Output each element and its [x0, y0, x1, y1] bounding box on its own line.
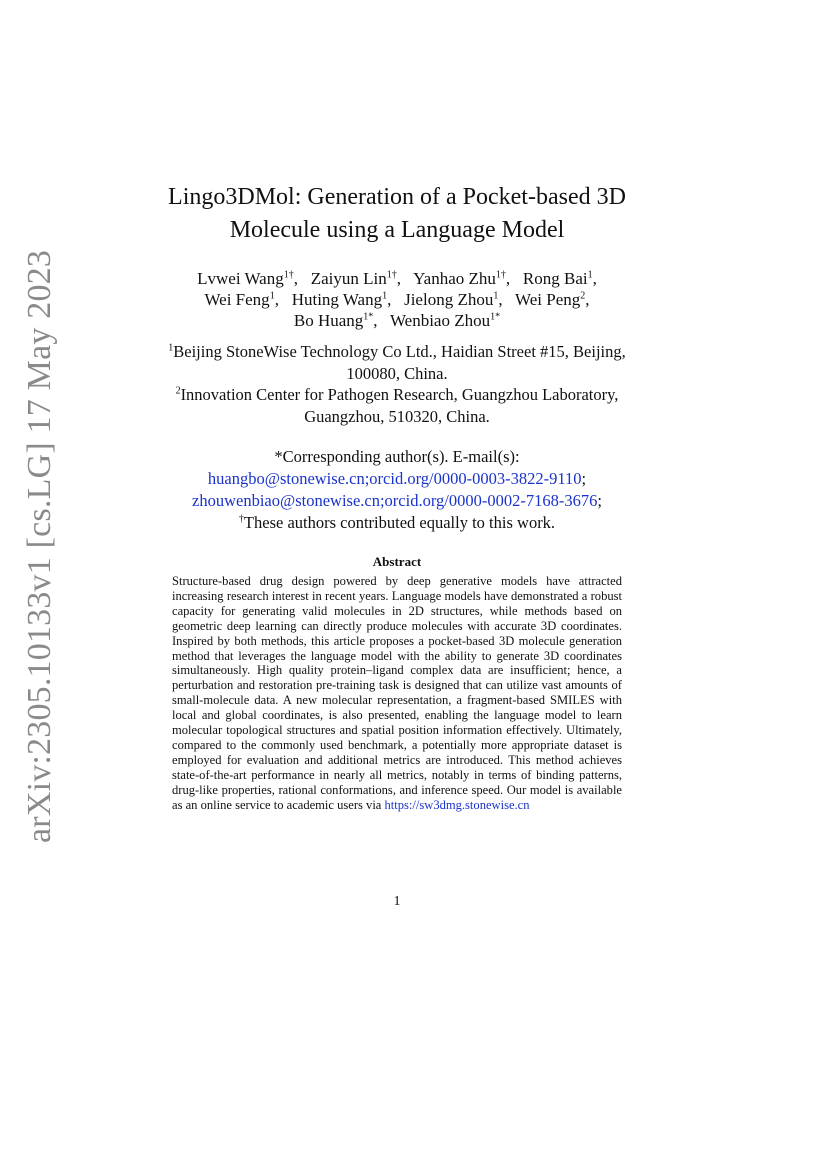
- equal-contribution-note: †These authors contributed equally to this work.: [238, 513, 556, 532]
- author: Bo Huang$^{1*}$: [293, 311, 374, 330]
- author: Huting Wang$^1$: [291, 290, 388, 309]
- service-url-link[interactable]: https://sw3dmg.stonewise.cn: [384, 797, 530, 812]
- author: Lvwei Wang$^{1\dagger}$: [197, 269, 294, 288]
- affiliation-1: $^1$Beijing StoneWise Technology Co Ltd., Haidian Street #15, Beijing, 100080, China.: [168, 342, 626, 383]
- correspondence-block: *Corresponding author(s). E-mail(s): huangbo@stonewise.cn;orcid.org/0000-0003-3822-9110; zhouwenbiao@stonewise.cn;orcid.org/0000-0002-7168-3676; †These authors contributed equally to this work.: [158, 446, 636, 534]
- author: Rong Bai$^1$: [522, 269, 593, 288]
- affiliation-list: [158, 341, 636, 427]
- affiliation-2: $^2$Innovation Center for Pathogen Research, Guangzhou Laboratory, Guangzhou, 510320, China.: [175, 385, 619, 426]
- author: Yanhao Zhu$^{1\dagger}$: [413, 269, 506, 288]
- email-orcid-link[interactable]: huangbo@stonewise.cn;orcid.org/0000-0003-3822-9110: [207, 469, 582, 488]
- arxiv-identifier-stamp: arXiv:2305.10133v1 [cs.LG] 17 May 2023: [21, 249, 58, 843]
- abstract-text: Structure-based drug design powered by deep generative models have attracted increasing research interest in recent years. Language models have demonstrated a robust capacity for generating valid molecules in 2D structures, while methods based on geometric deep learning can directly produce molecules with accurate 3D coordinates. Inspired by both methods, this article proposes a pocket-based 3D molecule generation method that leverages the language model with the ability to generate 3D coordinates simultaneously. High quality protein–ligand complex data are insufficient; hence, a perturbation and restoration pre-training task is designed that can utilize vast amounts of small-molecule data. A new molecular representation, a fragment-based SMILES with local and global coordinates, is also presented, enabling the language model to learn molecular topological structures and spatial position information effectively. Ultimately, compared to the commonly used benchmark, a potentially more appropriate dataset is employed for evaluation and additional metrics are introduced. This method achieves state-of-the-art performance in nearly all metrics, notably in terms of binding patterns, drug-like properties, rational conformations, and inference speed. Our model is available as an online service to academic users via https://sw3dmg.stonewise.cn: [172, 574, 622, 812]
- title-line-2: Molecule using a Language Model: [229, 217, 565, 243]
- author: Wei Feng$^1$: [204, 290, 275, 309]
- author-list: Lvwei Wang$^{1\dagger}$, Zaiyun Lin$^{1\dagger}$, Yanhao Zhu$^{1\dagger}$, Rong Bai$^1$, Wei Feng$^1$, Huting Wang$^1$, Jielong Zhou$^1$, Wei Peng$^2$, Bo Huang$^{1*}$, Wenbiao Zhou$^{1*}$: [197, 269, 597, 330]
- correspondence-heading: *Corresponding author(s). E-mail(s):: [274, 447, 520, 466]
- abstract-heading: Abstract: [372, 554, 422, 569]
- author: Wei Peng$^2$: [515, 290, 586, 309]
- title-line-1: Lingo3DMol: Generation of a Pocket-based 3D: [168, 184, 626, 210]
- author: Wenbiao Zhou$^{1*}$: [389, 311, 501, 330]
- paper-title: [150, 181, 644, 247]
- email-orcid-link[interactable]: zhouwenbiao@stonewise.cn;orcid.org/0000-0002-7168-3676: [192, 491, 598, 510]
- author: Jielong Zhou$^1$: [404, 290, 499, 309]
- author: Zaiyun Lin$^{1\dagger}$: [310, 269, 397, 288]
- page-number: 1: [393, 894, 401, 909]
